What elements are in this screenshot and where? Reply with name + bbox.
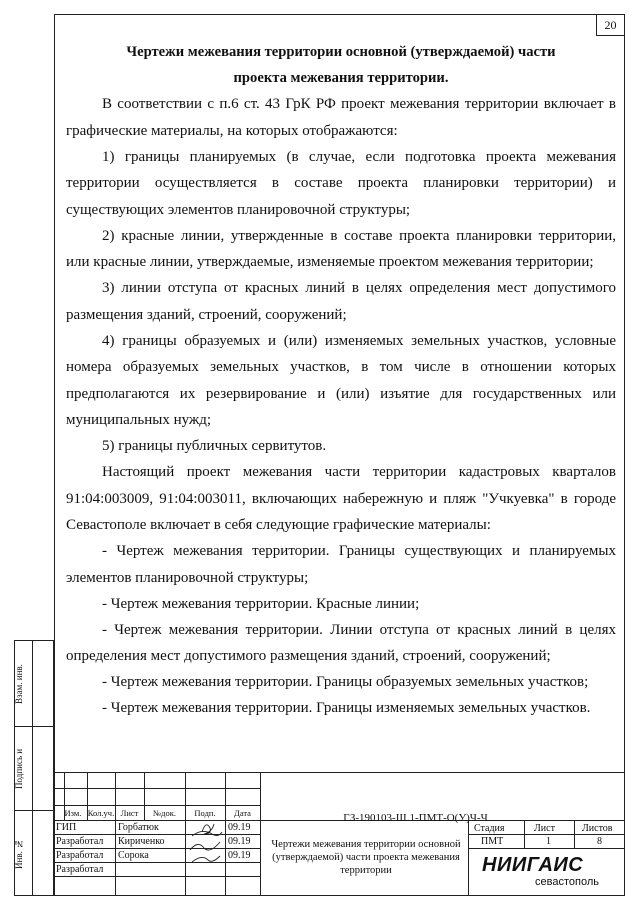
col-header-list: Лист: [120, 808, 139, 818]
name-cell: Горбатюк: [118, 822, 159, 833]
inventory-number-label: Инв. №: [14, 838, 24, 870]
col-header-doc-no: №док.: [153, 808, 176, 818]
list-item: - Чертеж межевания территории. Границы образуемых земельных участков;: [102, 674, 589, 690]
name-cell: Кириченко: [118, 836, 165, 847]
page-number: 20: [596, 14, 625, 36]
sheets-value: 8: [597, 836, 602, 847]
paragraph: 5) границы публичных сервитутов.: [102, 438, 327, 454]
role-cell: Разработал: [56, 850, 104, 861]
date-cell: 09.19: [228, 836, 251, 847]
document-code: ГЗ-190103-III.1-ПМТ-О(У)Ч-Ч: [343, 812, 488, 824]
date-cell: 09.19: [228, 822, 251, 833]
paragraph: В соответствии с п.6 ст. 43 ГрК РФ проект межевания территории включает в графические материалы, на которых отображаются:: [66, 96, 616, 139]
role-cell: Разработал: [56, 836, 104, 847]
title-block-document-title: Чертежи межевания территории основной (утверждаемой) части проекта межевания территории: [271, 839, 461, 876]
niigais-logo: [482, 852, 622, 890]
sheet-value: 1: [546, 836, 551, 847]
paragraph: 2) красные линии, утвержденные в составе проекта планировки территории, или красные линии, утверждаемые, изменяемые проектом межевания территории;: [66, 227, 616, 270]
sheet-header: Лист: [534, 823, 555, 834]
list-item: - Чертеж межевания территории. Границы изменяемых земельных участков.: [102, 700, 591, 716]
list-item: - Чертеж межевания территории. Красные линии;: [102, 595, 420, 612]
document-title-line-2: проекта межевания территории.: [233, 70, 449, 86]
stage-value: ПМТ: [481, 836, 504, 847]
paragraph: 1) границы планируемых (в случае, если подготовка проекта межевания территории осуществляется в составе проекта планировки территории) и существующих элементов планировочной структуры;: [66, 148, 616, 218]
role-cell: ГИП: [56, 822, 77, 833]
paragraph: Настоящий проект межевания части территории кадастровых кварталов 91:04:003009, 91:04:003011, включающих набережную и пляж "Учкуевка" в городе Севастополе включает в себя следующие графические материалы:: [66, 464, 616, 533]
document-title-line-1: Чертежи межевания территории основной (утверждаемой) части: [126, 44, 556, 60]
col-header-date: Дата: [234, 808, 251, 818]
paragraph: 3) линии отступа от красных линий в целях определения мест допустимого размещения зданий, строений, сооружений;: [66, 280, 616, 323]
date-cell: 09.19: [228, 850, 251, 861]
sheets-header: Листов: [582, 823, 613, 834]
role-cell: Разработал: [56, 864, 104, 875]
logo-main-text: НИИГАИС: [482, 854, 584, 876]
side-stamp-strip: [14, 640, 54, 896]
signature-date-label: Подпись и: [14, 748, 24, 790]
col-header-kol-uch: Кол.уч.: [87, 808, 115, 818]
list-item: - Чертеж межевания территории. Линии отступа от красных линий в целях определения мест допустимого размещения зданий, строений, сооружений;: [66, 621, 616, 664]
stage-header: Стадия: [474, 823, 505, 834]
document-body: [66, 39, 616, 722]
replacement-inventory-label: Взам. инв.: [14, 664, 24, 704]
name-cell: Сорока: [118, 850, 149, 861]
logo-sub-text: севастополь: [535, 876, 599, 888]
list-item: - Чертеж межевания территории. Границы существующих и планируемых элементов планировочной структуры;: [66, 543, 616, 586]
paragraph: 4) границы образуемых и (или) изменяемых земельных участков, условные номера образуемых земельных участков, в том числе в отношении которых предполагаются их резервирование и (или) изъятие для государственных или муниципальных нужд;: [66, 332, 616, 428]
col-header-signature: Подп.: [194, 808, 216, 818]
col-header-izm: Изм.: [64, 808, 82, 818]
